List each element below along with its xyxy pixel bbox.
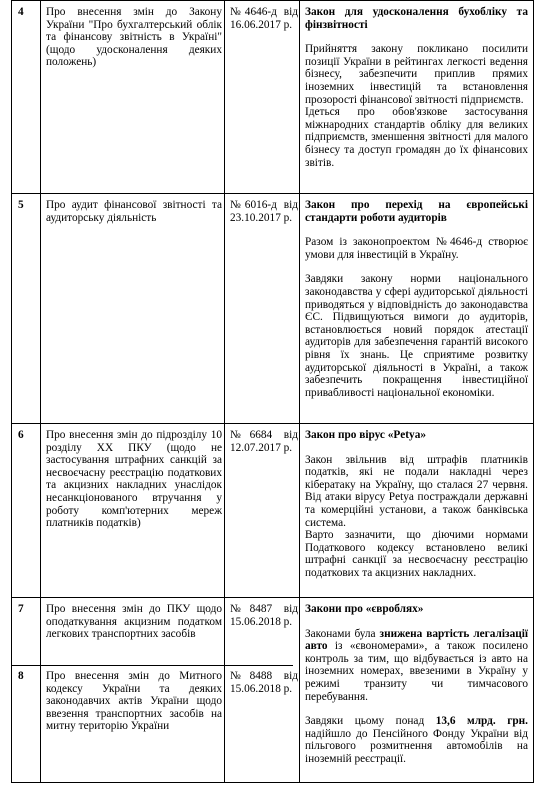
text-emphasis: знижена вартість легалізації авто [305,627,528,653]
description-heading: Закони про «євроблях» [305,603,424,615]
row-divider [12,597,533,598]
row-divider [12,193,533,194]
law-title: Про внесення змін до Закону України "Про бухгалтерський облік та фінансову звітність в Україні" (щодо удосконалення деяких положень) [46,6,222,69]
col-divider [40,0,41,782]
row-number: 6 [18,429,24,441]
law-title: Про внесення змін до підрозділу 10 розділу ХХ ПКУ (щодо не застосування штрафних санкцій за несвоєчасну реєстрацію податкових та акцизних накладних унаслідок несанкціонованого втручання у роботу комп'ютерних мереж платників податків) [46,429,222,530]
description-heading: Закон про вірус «Petya» [305,429,426,441]
law-description [305,429,528,580]
description-paragraph [305,715,528,765]
row-number: 8 [18,670,24,682]
description-heading: Закон для удосконалення бухобліку та фінзвітності [305,6,528,31]
row-number: 4 [18,6,24,18]
description-paragraph: Завдяки закону норми національного законодавства у сфері аудиторської діяльності приводяться у відповідність до законодавства ЄС. Підвищуються вимоги до аудиторів, встановлюється новий порядок атестації аудиторів для забезпечення гарантій високого рівня їх знань. Це сприятиме розвитку аудиторської діяльності в Україні, а також забезпечить покращення інвестиційної привабливості національної економіки. [305,273,528,399]
description-paragraph: Варто зазначити, що діючими нормами Податкового кодексу встановлено великі штрафні санкції за несвоєчасну реєстрацію податкових та акцизних накладних. [305,529,528,579]
law-title: Про аудит фінансової звітності та аудиторську діяльність [46,199,222,224]
laws-table [11,0,534,783]
row-number: 5 [18,199,24,211]
text-run: Завдяки цьому понад [305,715,436,728]
law-description [305,199,528,399]
registration-number: №8487 від 15.06.2018 р. [230,603,298,628]
text-run: Законами була [305,627,380,640]
registration-number: №6684 від 12.07.2017 р. [230,429,298,454]
description-paragraph [305,628,528,704]
col-divider [224,0,225,782]
description-paragraph: Разом із законопроектом №4646-д створює умови для інвестицій в Україну. [305,236,528,261]
row-divider [12,0,533,1]
text-run: надійшло до Пенсійного Фонду України від пільгового розмитнення автомобілів на іноземній реєстрації. [305,727,528,765]
registration-number: №4646-д від 16.06.2017 р. [230,6,298,31]
description-paragraph: Ідеться про обов'язкове застосування міжнародних стандартів обліку для великих підприємств, зменшення звітності для малого бізнесу та доступ громадян до їх фінансових звітів. [305,106,528,169]
row-number: 7 [18,603,24,615]
description-paragraph: Закон звільнив від штрафів платників податків, які не подали накладні через кібератаку на Україну, що сталася 27 червня. Від атаки вірусу Petya постраждали державні та комерційні установи, а також банківська система. [305,453,528,529]
description-paragraph: Прийняття закону покликано посилити позиції України в рейтингах легкості ведення бізнесу, забезпечити приплив прямих іноземних інвестицій та встановлення прозорості фінансової звітності підприємств. [305,43,528,106]
col-divider [299,0,300,782]
law-title: Про внесення змін до ПКУ щодо оподаткування акцизним податком легкових транспортних засобів [46,603,222,641]
registration-number: №8488 від 15.06.2018 р. [230,670,298,695]
text-run: із «євономерами», а також посилено контроль за тим, що відбувається із авто на іноземних номерах, ввезеними в Україну у режимі транзиту чи тимчасового перебування. [305,640,528,703]
description-heading: Закон про перехід на європейські стандарти роботи аудиторів [305,199,528,224]
text-emphasis: 13,6 млрд. грн. [435,715,528,728]
registration-number: №6016-д від 23.10.2017 р. [230,199,298,224]
law-title: Про внесення змін до Митного кодексу України та деяких законодавчих актів України щодо ввезення транспортних засобів на митну територію України [46,670,222,733]
row-divider [12,423,533,424]
law-description [305,6,528,169]
law-description [305,603,528,766]
row-divider-partial [12,665,293,666]
